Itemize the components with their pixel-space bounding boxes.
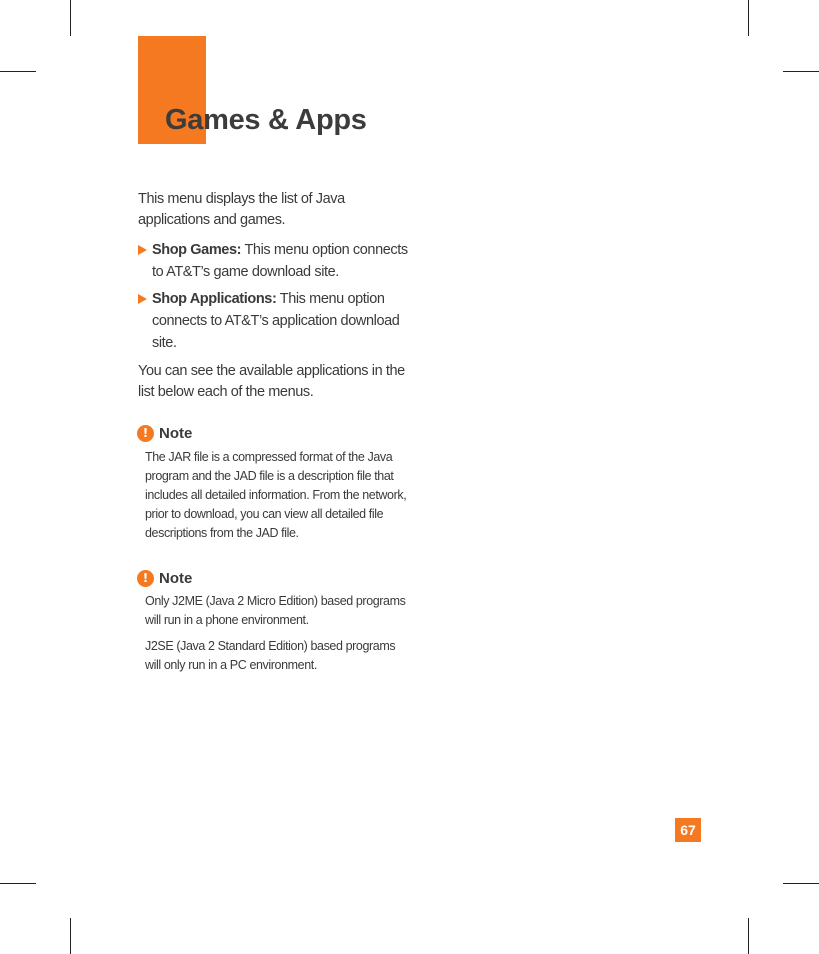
crop-mark — [783, 883, 819, 884]
note-body — [145, 448, 410, 543]
note-label: Note — [159, 424, 193, 442]
page-number: 67 — [675, 818, 701, 842]
crop-mark — [0, 883, 36, 884]
available-apps-paragraph: You can see the available applications in the list below each of the menus. — [138, 363, 405, 400]
note-paragraph: J2SE (Java 2 Standard Edition) based programs will only run in a PC environment. — [145, 639, 396, 672]
bullet-text: This menu option connects to AT&T’s application download site. — [152, 291, 400, 351]
exclamation-icon: ! — [137, 570, 154, 587]
note-header — [137, 423, 192, 443]
crop-mark — [783, 71, 819, 72]
page-title: Games & Apps — [165, 104, 367, 136]
intro-paragraph: This menu displays the list of Java applications and games. — [138, 191, 345, 228]
note-label: Note — [159, 569, 193, 587]
note-paragraph: Only J2ME (Java 2 Micro Edition) based programs will run in a phone environment. — [145, 594, 406, 627]
bullet-text: This menu option connects to AT&T’s game download site. — [152, 242, 408, 280]
bullet-label: Shop Applications: — [152, 291, 277, 307]
arrow-right-icon — [138, 294, 147, 304]
note-paragraph: The JAR file is a compressed format of the Java program and the JAD file is a description file that includes all detailed information. From the network, prior to download, you can view all detailed file descriptions from the JAD file. — [145, 450, 407, 540]
crop-mark — [748, 918, 749, 954]
bullet-shop-games — [138, 239, 408, 283]
note-header — [137, 568, 192, 588]
note-body — [145, 592, 410, 675]
crop-mark — [70, 0, 71, 36]
crop-mark — [0, 71, 36, 72]
arrow-right-icon — [138, 245, 147, 255]
bullet-shop-applications — [138, 288, 408, 354]
exclamation-icon: ! — [137, 425, 154, 442]
bullet-label: Shop Games: — [152, 242, 242, 258]
crop-mark — [748, 0, 749, 36]
crop-mark — [70, 918, 71, 954]
